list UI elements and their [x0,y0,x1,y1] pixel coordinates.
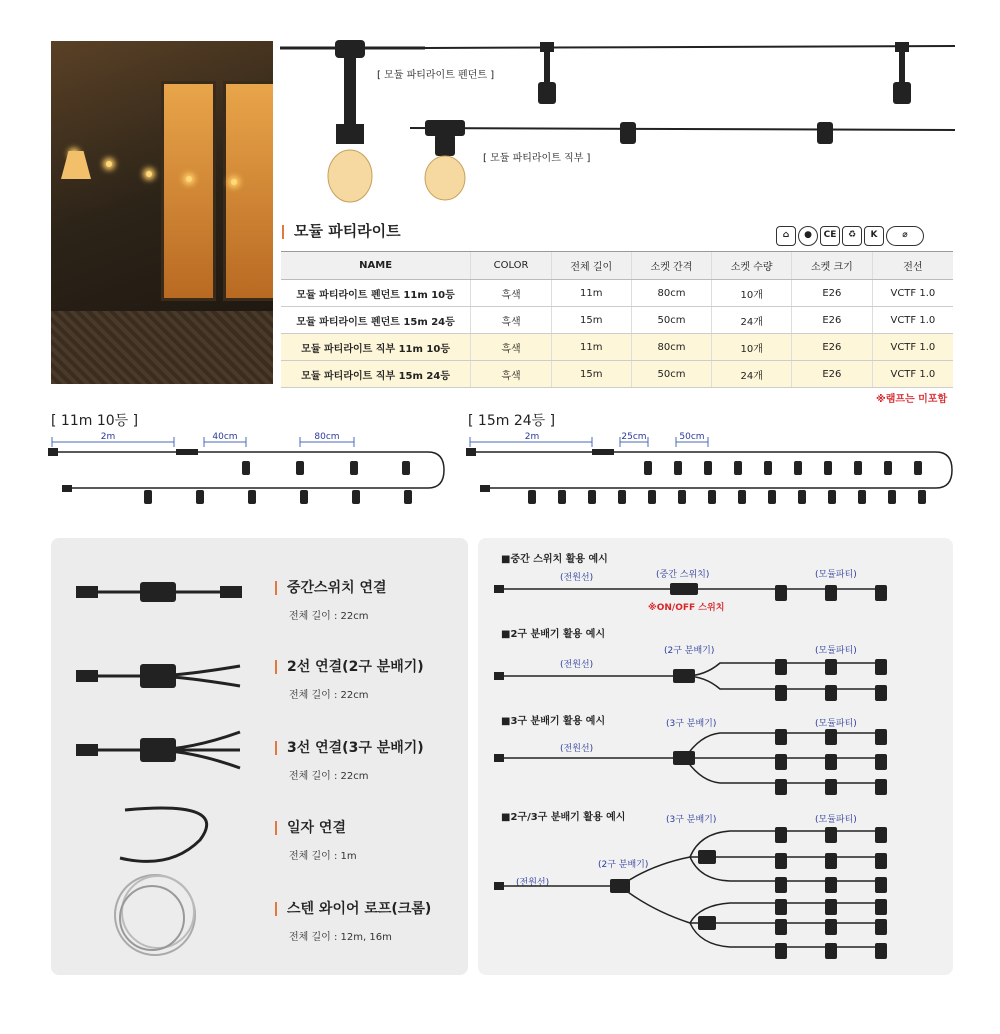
example-title: ■중간 스위치 활용 예시 [501,554,608,565]
accessory-item [275,898,431,943]
socket [884,461,892,475]
accessory-name: 3선 연결(3구 분배기) [287,740,424,756]
socket [300,490,308,504]
divider-label: (2구 분배기) [664,646,715,656]
accessory-length: 전체 길이 : 1m [289,851,357,862]
dim-label: 25cm [621,432,647,442]
power-label: (전원선) [560,660,594,670]
divider-label: (3구 분배기) [666,719,717,729]
socket [674,461,682,475]
socket [352,490,360,504]
socket [648,490,656,504]
accessory-item [275,817,357,862]
diagram-15m-title: [ 15m 24등 ] [468,413,556,429]
table-row: 모듈 파티라이트 펜던트 15m 24등 흑색 15m 50cm 24개 E26 VCTF 1.0 [281,307,953,334]
party-label: (모듈파티) [815,815,857,825]
onoff-note: ※ON/OFF 스위치 [648,603,725,613]
socket [350,461,358,475]
power-label: (전원선) [560,744,594,754]
cert-icon-1: ⌂ [776,226,796,246]
accessory-name: 일자 연결 [287,820,346,836]
accessory-length: 전체 길이 : 12m, 16m [289,932,392,943]
accessory-length: 전체 길이 : 22cm [289,690,369,701]
dim-label: 50cm [679,432,705,442]
socket [794,461,802,475]
dim-label: 2m [100,432,116,442]
table-row: 모듈 파티라이트 직부 15m 24등 흑색 15m 50cm 24개 E26 VCTF 1.0 [281,361,953,388]
socket [798,490,806,504]
product-illustration [280,36,960,206]
dim-label: 2m [524,432,540,442]
socket [558,490,566,504]
socket [738,490,746,504]
table-header: NAME COLOR 전체 길이 소켓 간격 소켓 수량 소켓 크기 전선 [281,252,953,280]
socket [528,490,536,504]
socket [296,461,304,475]
cert-marks [774,222,924,246]
section-title: 모듈 파티라이트 [282,220,401,241]
ce-icon: CE [820,226,840,246]
divider-label: (3구 분배기) [666,815,717,825]
socket [402,461,410,475]
power-label: (전원선) [516,878,550,888]
dim-label: 80cm [314,432,340,442]
socket [854,461,862,475]
example-diagrams [490,575,950,975]
lamp-note: ※램프는 미포함 [876,394,948,405]
socket [678,490,686,504]
party-label: (모듈파티) [815,646,857,656]
table-row: 모듈 파티라이트 직부 11m 10등 흑색 11m 80cm 10개 E26 VCTF 1.0 [281,334,953,361]
socket [764,461,772,475]
socket [242,461,250,475]
socket [644,461,652,475]
kc-icon: K [864,226,884,246]
accessory-item [275,656,424,701]
product-photo [51,41,273,384]
recycle-icon: ♻ [842,226,862,246]
accessory-name: 중간스위치 연결 [287,580,387,596]
socket [404,490,412,504]
direct-label: [ 모듈 파티라이트 직부 ] [483,153,591,164]
socket [588,490,596,504]
accessory-item [275,577,387,622]
example-title: ■3구 분배기 활용 예시 [501,716,606,727]
socket [828,490,836,504]
dim-label: 40cm [212,432,238,442]
accessory-images [70,570,250,960]
safety-icon: ⌀ [886,226,924,246]
socket [914,461,922,475]
power-label: (전원선) [560,573,594,583]
cert-icon-2: ● [798,226,818,246]
accessory-item [275,737,424,782]
socket [858,490,866,504]
accessory-length: 전체 길이 : 22cm [289,771,369,782]
divider-label: (2구 분배기) [598,860,649,870]
party-label: (모듈파티) [815,719,857,729]
table-row: 모듈 파티라이트 펜던트 11m 10등 흑색 11m 80cm 10개 E26 VCTF 1.0 [281,280,953,307]
socket [734,461,742,475]
diagram-15m [466,428,961,518]
pendant-label: [ 모듈 파티라이트 펜던트 ] [377,70,495,81]
party-label: (모듈파티) [815,570,857,580]
socket [768,490,776,504]
socket [196,490,204,504]
socket [704,461,712,475]
socket [888,490,896,504]
diagram-11m [48,428,448,518]
socket [824,461,832,475]
spec-table [281,251,953,388]
example-title: ■2구/3구 분배기 활용 예시 [501,812,626,823]
socket [248,490,256,504]
socket [618,490,626,504]
socket [708,490,716,504]
example-title: ■2구 분배기 활용 예시 [501,629,606,640]
accessory-name: 2선 연결(2구 분배기) [287,659,424,675]
socket [144,490,152,504]
diagram-11m-title: [ 11m 10등 ] [51,413,139,429]
switch-label: (중간 스위치) [656,570,710,580]
accessory-name: 스텐 와이어 로프(크롬) [287,901,432,917]
socket [918,490,926,504]
accessory-length: 전체 길이 : 22cm [289,611,369,622]
